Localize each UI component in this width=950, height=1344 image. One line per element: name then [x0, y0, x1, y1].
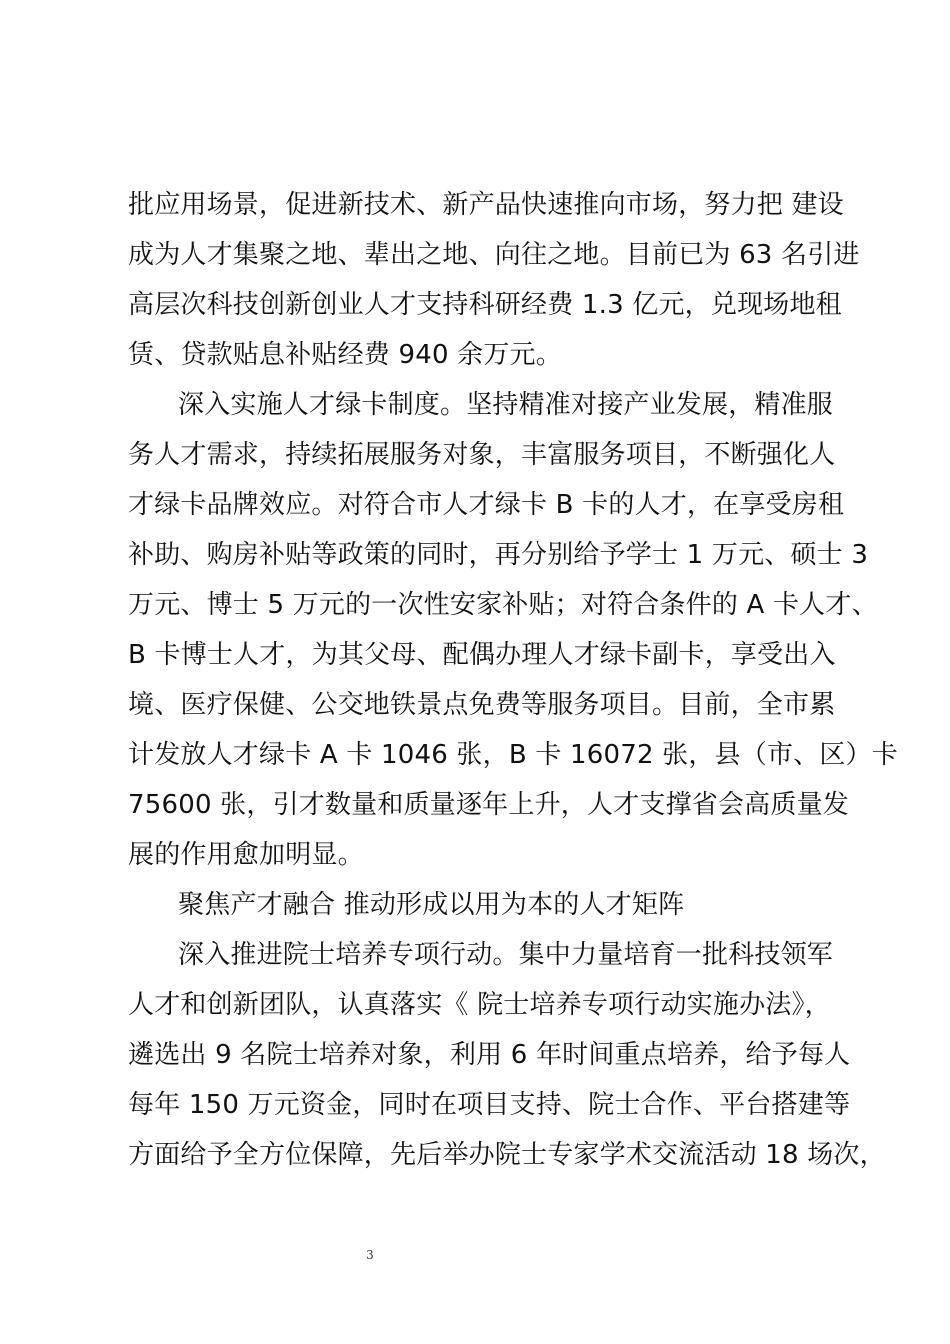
paragraph-line: 境、医疗保健、公交地铁景点免费等服务项目。目前，全市累	[128, 690, 836, 720]
paragraph-line: B 卡博士人才，为其父母、配偶办理人才绿卡副卡，享受出入	[128, 640, 836, 670]
paragraph-line: 展的作用愈加明显。	[128, 840, 364, 870]
page-number: 3	[366, 1248, 374, 1262]
paragraph-line: 75600 张，引才数量和质量逐年上升，人才支撑省会高质量发	[128, 790, 849, 820]
paragraph-line: 万元、博士 5 万元的一次性安家补贴；对符合条件的 A 卡人才、	[128, 590, 878, 620]
paragraph-line: 深入推进院士培养专项行动。集中力量培育一批科技领军	[178, 940, 834, 970]
paragraph-line: 高层次科技创新创业人才支持科研经费 1.3 亿元，兑现场地租	[128, 290, 842, 320]
paragraph-line: 人才和创新团队，认真落实《 院士培养专项行动实施办法》，	[128, 990, 831, 1020]
section-heading: 聚焦产才融合 推动形成以用为本的人才矩阵	[178, 890, 685, 920]
paragraph-line: 赁、贷款贴息补贴经费 940 余万元。	[128, 340, 562, 370]
paragraph-line: 务人才需求，持续拓展服务对象，丰富服务项目，不断强化人	[128, 440, 836, 470]
paragraph-line: 每年 150 万元资金，同时在项目支持、院士合作、平台搭建等	[128, 1090, 851, 1120]
paragraph-line: 补助、购房补贴等政策的同时，再分别给予学士 1 万元、硕士 3	[128, 540, 869, 570]
paragraph-line: 遴选出 9 名院士培养对象，利用 6 年时间重点培养，给予每人	[128, 1040, 851, 1070]
paragraph-line: 深入实施人才绿卡制度。坚持精准对接产业发展，精准服	[178, 390, 834, 420]
paragraph-line: 才绿卡品牌效应。对符合市人才绿卡 B 卡的人才，在享受房租	[128, 490, 845, 520]
paragraph-line: 计发放人才绿卡 A 卡 1046 张，B 卡 16072 张，县（市、区）卡	[128, 740, 898, 770]
paragraph-line: 成为人才集聚之地、辈出之地、向往之地。目前已为 63 名引进	[128, 240, 860, 270]
paragraph-line: 方面给予全方位保障，先后举办院士专家学术交流活动 18 场次，	[128, 1140, 886, 1170]
paragraph-line: 批应用场景，促进新技术、新产品快速推向市场，努力把 建设	[128, 190, 844, 220]
